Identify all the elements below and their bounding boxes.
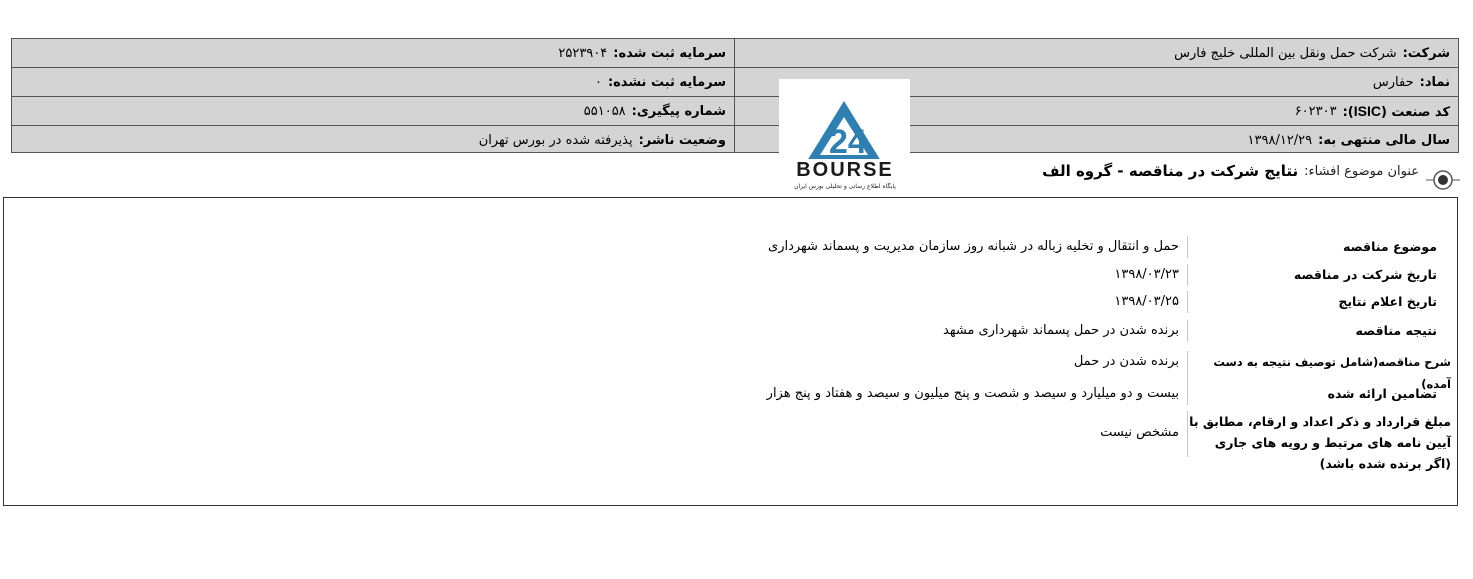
disclosure-subject: [1042, 162, 1419, 180]
contract-amount-label: مبلغ قرارداد و ذکر اعداد و ارقام، مطابق با آیین نامه های مرتبط و رویه های جاری (اگر برنده شده باشد): [1187, 411, 1457, 457]
unregistered-capital-label: سرمایه ثبت نشده:: [607, 74, 726, 90]
publisher-status-label: وضعیت ناشر:: [638, 132, 726, 148]
subject-title: نتایج شرکت در مناقصه - گروه الف: [1042, 162, 1299, 180]
detail-row-result: [943, 320, 1457, 342]
bourse-triangle-icon: [779, 79, 910, 159]
detail-row-contract-amount: [1100, 411, 1457, 471]
tender-description-value: برنده شدن در حمل: [1073, 354, 1179, 369]
subject-label: عنوان موضوع افشاء:: [1304, 163, 1419, 179]
tender-description-label: شرح مناقصه(شامل توصیف نتیجه به دست آمده): [1187, 351, 1457, 395]
info-row-fiscal: [12, 126, 1458, 154]
publisher-status-cell: [12, 126, 734, 154]
logo-subtitle: پایگاه اطلاع رسانی و تحلیلی بورس ایران: [794, 183, 896, 190]
company-value: شرکت حمل ونقل بین المللی خلیج فارس: [1174, 45, 1397, 61]
tender-subject-label: موضوع مناقصه: [1187, 236, 1457, 258]
tracking-value: ۵۵۱۰۵۸: [583, 103, 626, 119]
participation-date-value: ۱۳۹۸/۰۳/۲۳: [1114, 267, 1179, 282]
fiscal-label: سال مالی منتهی به:: [1318, 132, 1450, 148]
company-cell: [734, 39, 1458, 67]
detail-row-results-date: [1114, 291, 1457, 313]
info-row-company: [12, 39, 1458, 68]
participation-date-label: تاریخ شرکت در مناقصه: [1187, 264, 1457, 286]
tender-result-label: نتیجه مناقصه: [1187, 320, 1457, 342]
symbol-label: نماد:: [1419, 74, 1450, 90]
tender-details-box: [3, 197, 1458, 506]
registered-capital-label: سرمایه ثبت شده:: [613, 45, 726, 61]
company-label: شرکت:: [1402, 45, 1450, 61]
logo-word: BOURSE: [796, 159, 894, 181]
detail-row-subject: [768, 236, 1457, 258]
registered-capital-cell: [12, 39, 734, 67]
isic-code-label: ISIC: [1353, 102, 1381, 119]
isic-label: کد صنعت (ISIC):: [1342, 102, 1450, 120]
fiscal-value: ۱۳۹۸/۱۲/۲۹: [1247, 132, 1313, 148]
target-icon: [1426, 166, 1460, 194]
publisher-status-value: پذیرفته شده در بورس تهران: [478, 132, 633, 148]
contract-amount-value: مشخص نیست: [1100, 425, 1179, 440]
bourse24-logo: [779, 79, 910, 197]
isic-value: ۶۰۲۳۰۳: [1294, 103, 1337, 119]
tender-subject-value: حمل و انتقال و تخلیه زباله در شبانه روز سازمان مدیریت و پسماند شهرداری: [768, 239, 1179, 254]
detail-row-guarantees: [767, 383, 1457, 405]
unregistered-capital-value: ۰: [594, 74, 602, 90]
guarantees-label: تضامین ارائه شده: [1187, 383, 1457, 405]
detail-row-participation-date: [1114, 264, 1457, 286]
company-info-table: [11, 38, 1459, 153]
symbol-value: حفارس: [1372, 74, 1414, 90]
unregistered-capital-cell: [12, 68, 734, 96]
info-row-symbol: [12, 68, 1458, 97]
guarantees-value: بیست و دو میلیارد و سیصد و شصت و پنج میلیون و سیصد و هفتاد و پنج هزار: [766, 386, 1179, 401]
results-date-value: ۱۳۹۸/۰۳/۲۵: [1114, 294, 1179, 309]
tender-result-value: برنده شدن در حمل پسماند شهرداری مشهد: [943, 323, 1179, 338]
logo-number: 24: [829, 123, 867, 159]
info-row-isic: [12, 97, 1458, 126]
tracking-cell: [12, 97, 734, 125]
results-date-label: تاریخ اعلام نتایج: [1187, 291, 1457, 313]
registered-capital-value: ۲۵۲۳۹۰۴: [558, 45, 608, 61]
tracking-label: شماره پیگیری:: [631, 103, 726, 119]
